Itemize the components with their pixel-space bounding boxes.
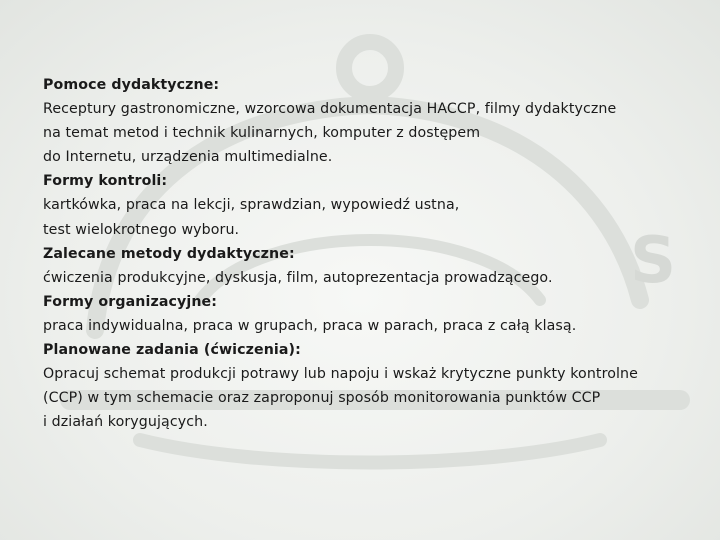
methods-line-1: ćwiczenia produkcyjne, dyskusja, film, autoprezentacja prowadzącego. (43, 269, 553, 286)
section-heading-tasks: Planowane zadania (ćwiczenia): (43, 342, 301, 359)
section-heading-aids: Pomoce dydaktyczne: (43, 77, 220, 93)
logo-letter: S (630, 224, 677, 298)
control-line-2: test wielokrotnego wyboru. (43, 221, 240, 238)
tasks-line-1: Opracuj schemat produkcji potrawy lub napoju i wskaż krytyczne punkty kontrolne (43, 366, 638, 383)
lesson-content (43, 73, 683, 434)
aids-line-2: na temat metod i technik kulinarnych, komputer z dostępem (43, 125, 481, 142)
tasks-line-2: (CCP) w tym schemacie oraz zaproponuj sposób monitorowania punktów CCP (43, 390, 601, 407)
section-heading-organization: Formy organizacyjne: (43, 293, 218, 310)
section-heading-methods: Zalecane metody dydaktyczne: (43, 245, 295, 262)
organization-line-1: praca indywidualna, praca w grupach, praca w parach, praca z całą klasą. (43, 317, 577, 334)
control-line-1: kartkówka, praca na lekcji, sprawdzian, wypowiedź ustna, (43, 197, 460, 214)
aids-line-1: Receptury gastronomiczne, wzorcowa dokumentacja HACCP, filmy dydaktyczne (43, 101, 617, 118)
tasks-line-3: i działań korygujących. (43, 414, 208, 431)
aids-line-3: do Internetu, urządzenia multimedialne. (43, 149, 333, 166)
section-heading-control: Formy kontroli: (43, 173, 168, 190)
